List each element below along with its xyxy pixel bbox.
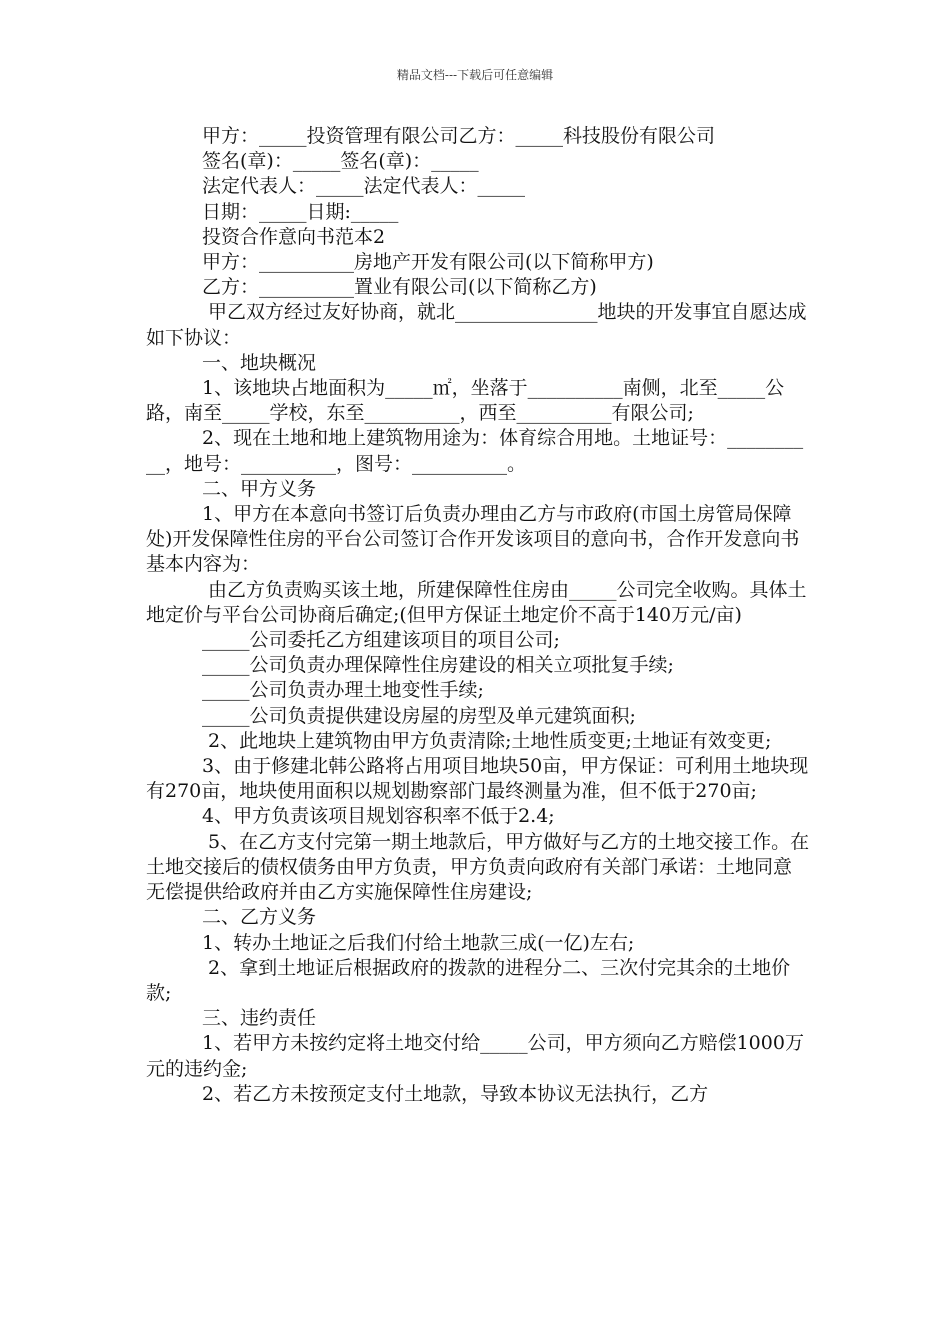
section-heading-land-overview: 一、地块概况 — [202, 351, 317, 374]
clause-breach-2: 2、若乙方未按预定支付土地款，导致本协议无法执行，乙方 — [202, 1082, 709, 1105]
document-body — [146, 124, 810, 1107]
clause-a-3: 3、由于修建北韩公路将占用项目地块50亩，甲方保证：可利用土地块现有270亩，地块使用面积以规划勘察部门最终测量为准，但不低于270亩; — [146, 755, 809, 803]
template-title: 投资合作意向书范本2 — [202, 225, 386, 248]
clause-a-1-item-4: _____公司负责提供建设房屋的房型及单元建筑面积; — [202, 704, 636, 727]
clause-a-1: 1、甲方在本意向书签订后负责办理由乙方与市政府(市国土房管局保障处)开发保障性住房的平台公司签订合作开发该项目的意向书，合作开发意向书基本内容为： — [146, 503, 800, 576]
preamble-paragraph: 甲乙双方经过友好协商，就北_______________地块的开发事宜自愿达成如下协议： — [146, 301, 807, 349]
clause-a-1-item-2: _____公司负责办理保障性住房建设的相关立项批复手续; — [202, 654, 674, 677]
clause-a-5: 5、在乙方支付完第一期土地款后，甲方做好与乙方的土地交接工作。在土地交接后的债权债务由甲方负责，甲方负责向政府有关部门承诺：土地同意无偿提供给政府并由乙方实施保障性住房建设; — [146, 830, 810, 904]
clause-land-area: 1、该地块占地面积为_____㎡，坐落于__________南侧，北至_____公路，南至_____学校，东至__________，西至__________有限公司; — [146, 377, 785, 425]
date-line: 日期：_____日期:_____ — [202, 200, 399, 223]
party-b-line: 乙方：__________置业有限公司(以下简称乙方) — [202, 276, 597, 299]
page-header: 精品文档---下载后可任意编辑 — [396, 68, 554, 82]
clause-b-2: 2、拿到土地证后根据政府的拨款的进程分二、三次付完其余的土地价款; — [146, 956, 791, 1004]
party-a-line: 甲方：__________房地产开发有限公司(以下简称甲方) — [202, 251, 654, 274]
clause-land-use: 2、现在土地和地上建筑物用途为：体育综合用地。土地证号：__________，地号：__________，图号：__________。 — [146, 427, 804, 475]
signature-line: 签名(章)：_____签名(章)：_____ — [202, 150, 479, 173]
section-heading-party-a-obligations: 二、甲方义务 — [202, 477, 317, 500]
clause-b-1: 1、转办土地证之后我们付给土地款三成(一亿)左右; — [202, 931, 635, 954]
section-heading-party-b-obligations: 二、乙方义务 — [202, 906, 317, 929]
clause-a-1-item-3: _____公司负责办理土地变性手续; — [202, 679, 484, 702]
legal-representative-line: 法定代表人：_____法定代表人：_____ — [202, 175, 526, 198]
clause-a-1-item-1: _____公司委托乙方组建该项目的项目公司; — [202, 629, 560, 652]
clause-a-2: 2、此地块上建筑物由甲方负责清除;土地性质变更;土地证有效变更; — [202, 729, 772, 752]
clause-a-4: 4、甲方负责该项目规划容积率不低于2.4; — [202, 805, 555, 828]
party-a-b-line: 甲方：_____投资管理有限公司乙方：_____科技股份有限公司 — [202, 125, 716, 147]
section-heading-breach: 三、违约责任 — [202, 1007, 317, 1030]
clause-a-1-content: 由乙方负责购买该土地，所建保障性住房由_____公司完全收购。具体土地定价与平台公司协商后确定;(但甲方保证土地定价不高于140万元/亩) — [146, 578, 807, 626]
clause-breach-1: 1、若甲方未按约定将土地交付给_____公司，甲方须向乙方赔偿1000万元的违约金; — [146, 1032, 804, 1080]
